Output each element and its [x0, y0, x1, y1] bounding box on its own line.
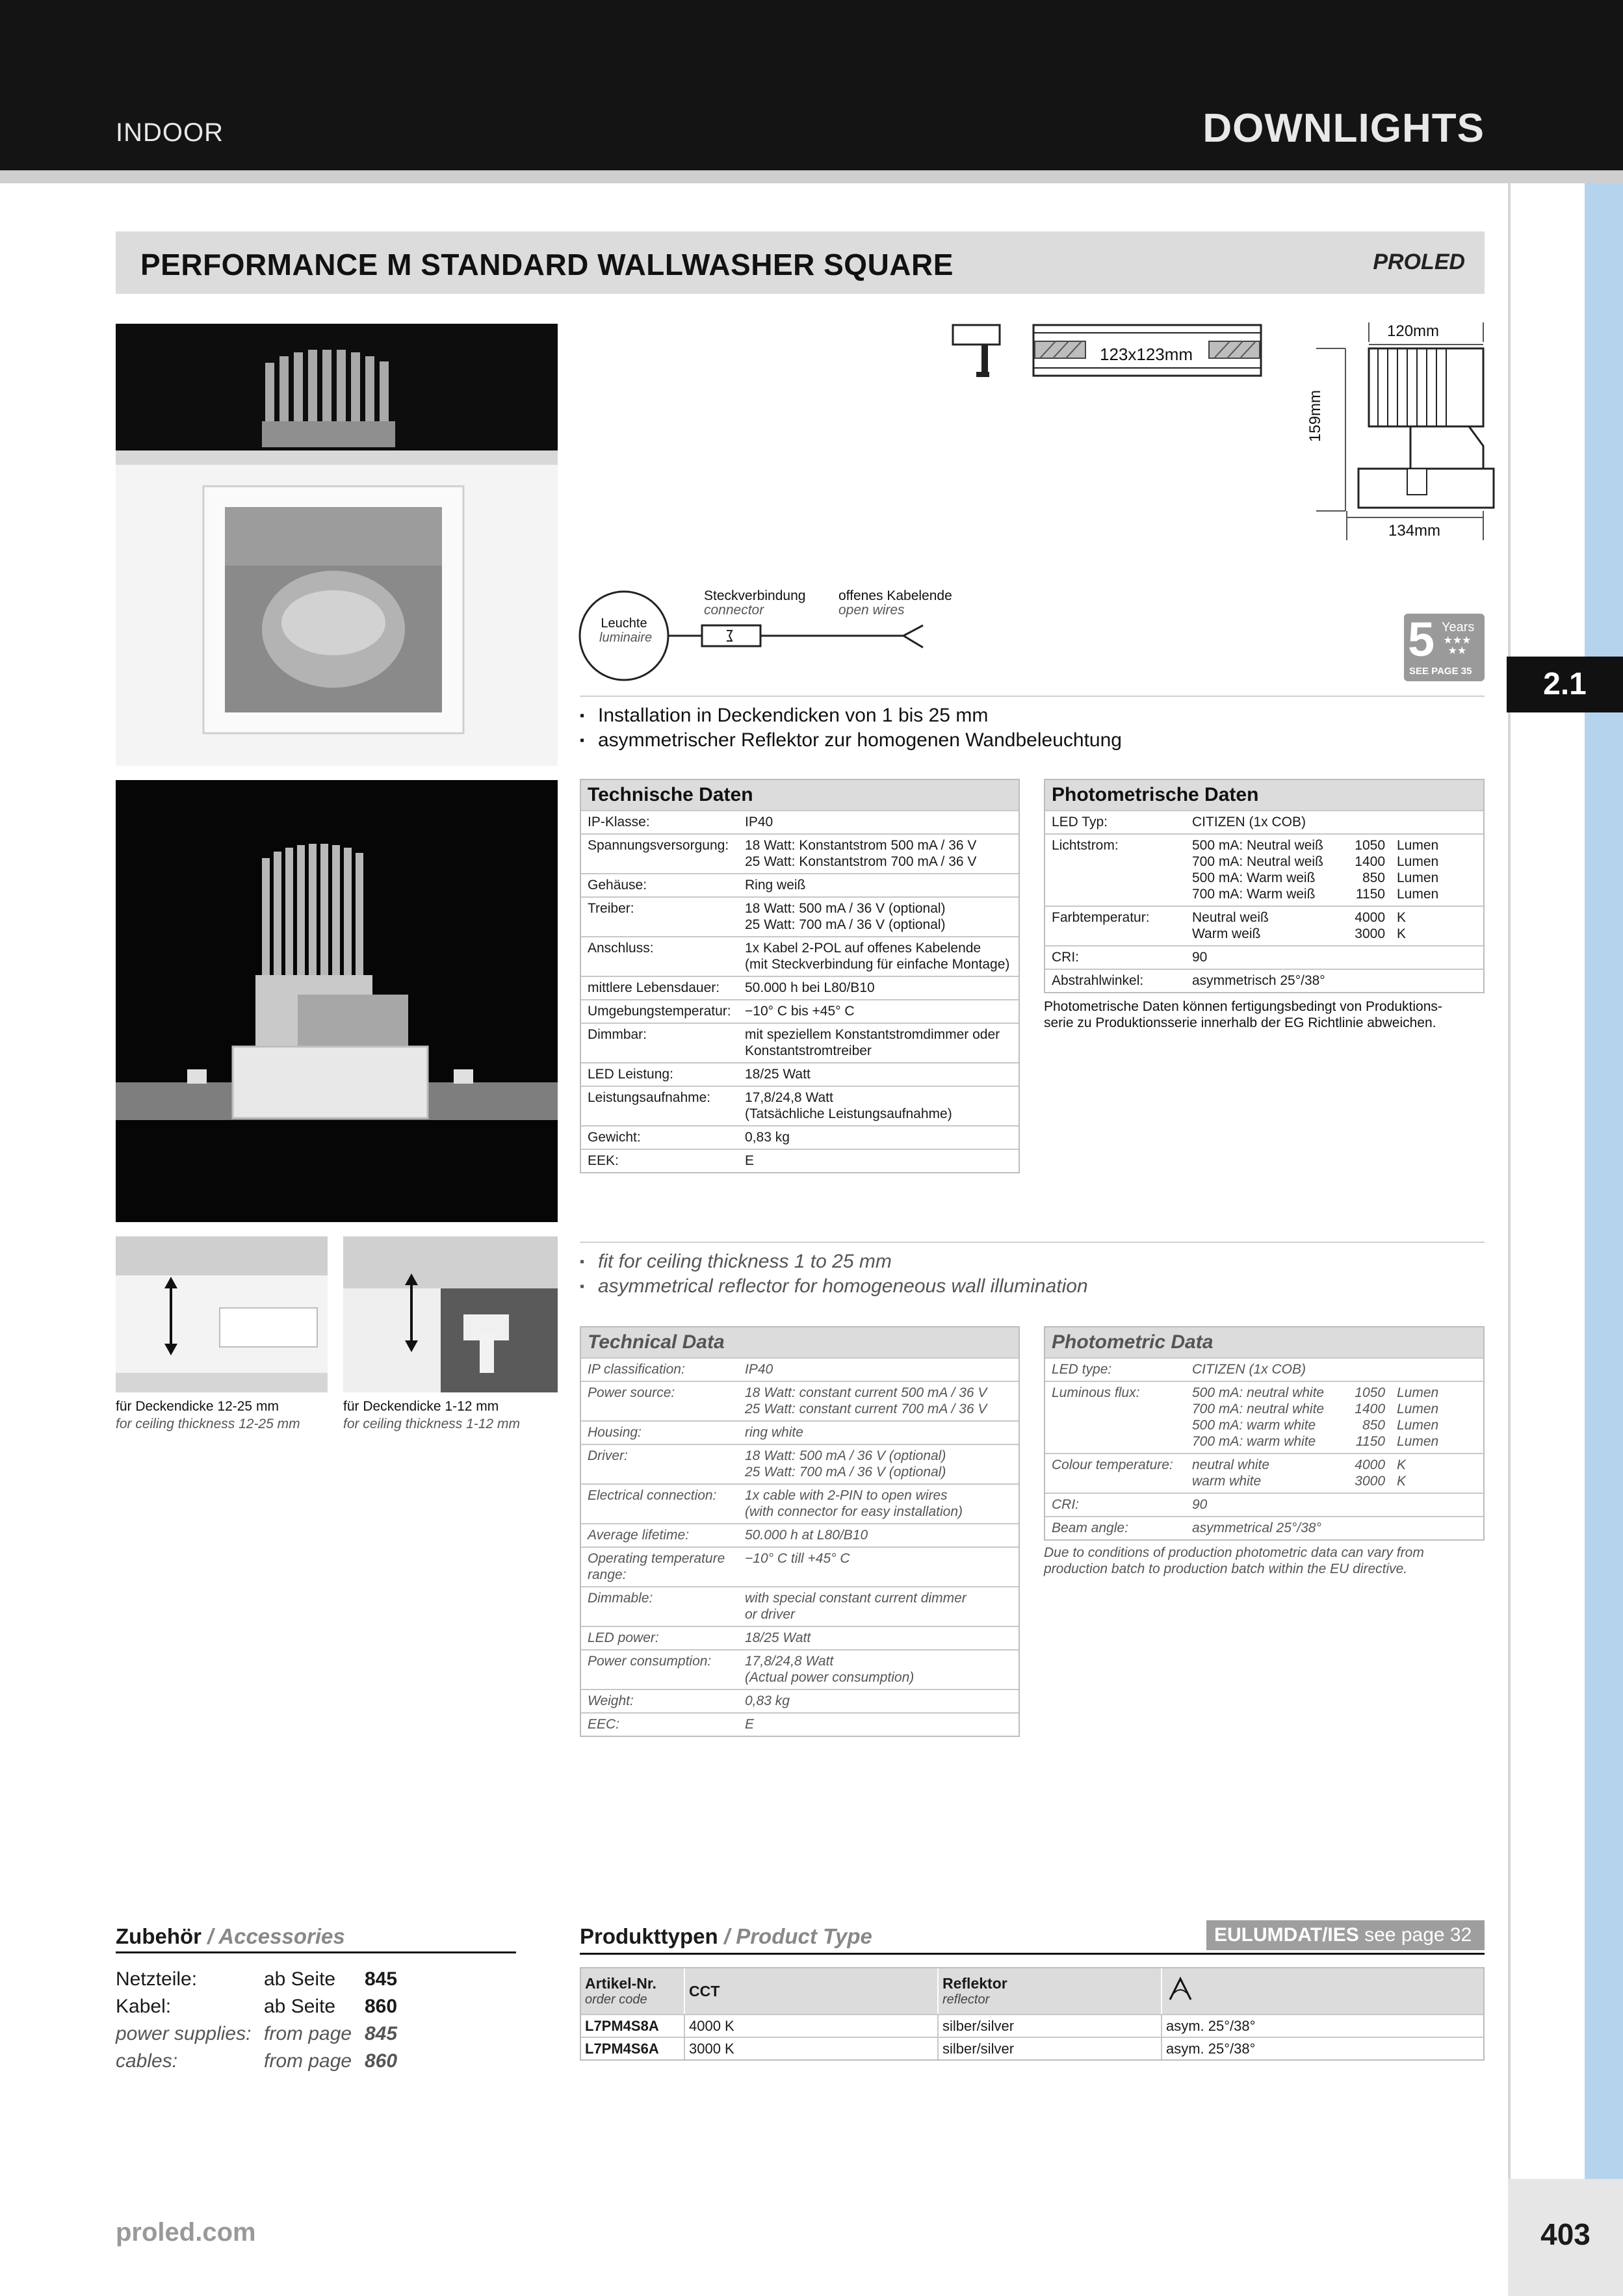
divider-de [580, 696, 1485, 697]
row-label: Dimmable: [588, 1591, 653, 1606]
line-label: warm white [1192, 1474, 1262, 1489]
table-row [1045, 1357, 1483, 1381]
col-reflector-de: Reflektor [942, 1975, 1007, 1992]
row-value: E [745, 1717, 755, 1732]
row-label: LED power: [588, 1630, 659, 1645]
row-value: with special constant current dimmer or driver [745, 1591, 967, 1622]
product-title-bar [116, 231, 1485, 294]
table-row [1045, 945, 1483, 969]
accessories-list [116, 1966, 397, 2075]
eulumdat-page: see page 32 [1364, 1924, 1472, 1946]
row-value: 18 Watt: 500 mA / 36 V (optional) 25 Watt: 700 mA / 36 V (optional) [745, 901, 946, 932]
row-value: 0,83 kg [745, 1130, 790, 1145]
line-number: 1150 [1355, 887, 1385, 902]
product-title: PERFORMANCE M STANDARD WALLWASHER SQUARE [140, 248, 954, 281]
row-label: Power consumption: [588, 1654, 712, 1669]
table-row [1045, 1493, 1483, 1516]
line-number: 3000 [1355, 926, 1385, 941]
row-value: CITIZEN (1x COB) [1192, 815, 1306, 829]
product-photo-front [116, 324, 558, 766]
cct-value: 4000 K [685, 2015, 939, 2037]
width-top-label: 120mm [1387, 322, 1440, 340]
line-number: 1050 [1355, 838, 1385, 853]
line-unit: K [1397, 1457, 1407, 1472]
line-unit: K [1397, 1474, 1407, 1489]
product-types-heading-en: / Product Type [723, 1924, 872, 1948]
accessories-heading-de: Zubehör [116, 1924, 201, 1948]
open-wires-label-de: offenes Kabelende [838, 588, 952, 603]
width-bottom-label: 134mm [1388, 522, 1441, 540]
value-line [1192, 1457, 1483, 1473]
line-number: 850 [1362, 1418, 1385, 1433]
row-label: CRI: [1052, 1497, 1079, 1512]
value-line [1192, 1401, 1483, 1417]
row-value: Ring weiß [745, 878, 806, 893]
line-label: 700 mA: warm white [1192, 1434, 1316, 1449]
accessory-row [116, 2048, 397, 2075]
row-label: EEK: [588, 1153, 619, 1168]
row-label: Gehäuse: [588, 878, 647, 893]
tech-table-de-title: Technische Daten [581, 780, 1019, 810]
row-value: 90 [1192, 1497, 1208, 1512]
product-types-table [580, 1967, 1485, 2061]
row-label: IP classification: [588, 1362, 685, 1377]
row-label: Luminous flux: [1052, 1385, 1140, 1400]
row-value: CITIZEN (1x COB) [1192, 1362, 1306, 1377]
row-label: Treiber: [588, 901, 634, 916]
line-label: 700 mA: Warm weiß [1192, 887, 1316, 902]
row-value [1192, 1385, 1483, 1450]
photometric-table-en [1044, 1326, 1485, 1541]
row-label: Umgebungstemperatur: [588, 1004, 731, 1019]
row-value: 1x cable with 2-PIN to open wires (with connector for easy installation) [745, 1488, 963, 1519]
line-label: 500 mA: Warm weiß [1192, 870, 1316, 885]
table-row [581, 1086, 1019, 1125]
warranty-see-page: SEE PAGE 35 [1409, 666, 1472, 677]
row-label: Beam angle: [1052, 1520, 1128, 1535]
footer-website-link[interactable]: proled.com [116, 2218, 256, 2247]
luminaire-label [599, 616, 653, 645]
row-value: 1x Kabel 2-POL auf offenes Kabelende (mit Steckverbindung für einfache Montage) [745, 941, 1010, 972]
col-order-code [581, 1968, 685, 2014]
row-value [1192, 1457, 1483, 1489]
table-row [1045, 1381, 1483, 1453]
table-row [581, 936, 1019, 976]
connector-label-en: connector [704, 603, 764, 618]
side-dimension-drawing [1313, 322, 1495, 543]
caption-thin-ceiling [343, 1398, 520, 1433]
row-value: 17,8/24,8 Watt (Tatsächliche Leistungsaufnahme) [745, 1090, 952, 1121]
value-line [1192, 870, 1483, 886]
row-value: IP40 [745, 815, 773, 829]
row-label: LED Leistung: [588, 1067, 673, 1082]
value-line [1192, 1433, 1483, 1450]
open-wires-label [838, 589, 952, 618]
row-label: Leistungsaufnahme: [588, 1090, 711, 1105]
accessory-page-link[interactable]: 845 [365, 1968, 398, 1990]
row-label: CRI: [1052, 950, 1079, 965]
row-value: asymmetrisch 25°/38° [1192, 973, 1325, 988]
line-number: 4000 [1355, 1457, 1385, 1472]
row-value: 0,83 kg [745, 1693, 790, 1708]
cutout-dimension-label: 123x123mm [1100, 345, 1193, 364]
row-value: 50.000 h at L80/B10 [745, 1528, 868, 1543]
divider-en [580, 1242, 1485, 1243]
table-row [581, 1586, 1019, 1626]
feature-de-2: ▪ asymmetrischer Reflektor zur homogenen Wandbeleuchtung [580, 728, 1122, 753]
table-row [1045, 810, 1483, 833]
order-code: L7PM4S8A [581, 2015, 685, 2037]
eulumdat-badge[interactable] [1206, 1920, 1485, 1950]
line-number: 3000 [1355, 1474, 1385, 1489]
row-value: 90 [1192, 950, 1208, 965]
row-label: Gewicht: [588, 1130, 641, 1145]
reflector-value: silber/silver [939, 2038, 1162, 2059]
line-number: 1400 [1355, 1402, 1385, 1416]
value-line [1192, 886, 1483, 902]
row-value: ring white [745, 1425, 803, 1440]
photometric-table-de-title: Photometrische Daten [1045, 780, 1483, 810]
order-code: L7PM4S6A [581, 2038, 685, 2059]
row-value: 18/25 Watt [745, 1067, 811, 1082]
accessory-page-prefix: ab Seite [264, 1968, 336, 1990]
accessory-page-link[interactable]: 860 [365, 2050, 398, 2072]
table-row [581, 1062, 1019, 1086]
row-label: Weight: [588, 1693, 634, 1708]
row-label: Power source: [588, 1385, 675, 1400]
table-row [581, 1444, 1019, 1483]
row-label: Average lifetime: [588, 1528, 690, 1543]
table-row [581, 1546, 1019, 1586]
table-row [581, 1125, 1019, 1149]
value-line [1192, 854, 1483, 870]
beam-value: asym. 25°/38° [1166, 2041, 1256, 2057]
row-label: Electrical connection: [588, 1488, 717, 1503]
warranty-badge [1404, 614, 1485, 681]
table-row [581, 2014, 1483, 2037]
feature-en-2: ▪ asymmetrical reflector for homogeneous wall illumination [580, 1274, 1088, 1299]
connector-label [704, 589, 805, 618]
value-line [1192, 837, 1483, 854]
table-row [581, 976, 1019, 999]
line-unit: Lumen [1397, 1385, 1439, 1400]
col-reflector-en: reflector [942, 1992, 990, 2007]
margin-rule [1508, 183, 1511, 2179]
chapter-color-strip [1585, 183, 1623, 2179]
line-label: 500 mA: warm white [1192, 1418, 1316, 1433]
caption-thick-de: für Deckendicke 12-25 mm [116, 1399, 279, 1414]
accessory-name: Netzteile: [116, 1968, 198, 1990]
accessory-page-prefix: ab Seite [264, 1996, 336, 2017]
col-reflector [939, 1968, 1162, 2014]
col-beam-angle [1162, 1968, 1483, 2014]
height-label: 159mm [1306, 389, 1324, 442]
photometric-note-en: Due to conditions of production photometric data can vary from production batch to production batch within the EU directive. [1044, 1545, 1424, 1576]
detail-photo-thick-ceiling [116, 1236, 328, 1392]
tech-table-de [580, 779, 1020, 1173]
value-line [1192, 926, 1483, 942]
product-types-heading [580, 1924, 872, 1949]
row-value: 18 Watt: 500 mA / 36 V (optional) 25 Watt: 700 mA / 36 V (optional) [745, 1448, 946, 1480]
value-line [1192, 1473, 1483, 1489]
brand-logo: PROLED [1373, 250, 1465, 274]
row-value: 50.000 h bei L80/B10 [745, 980, 875, 995]
cct-value: 3000 K [685, 2038, 939, 2059]
accessory-page-link[interactable]: 845 [365, 2023, 398, 2044]
tech-table-en [580, 1326, 1020, 1737]
value-line [1192, 909, 1483, 926]
feature-list-de [580, 703, 1122, 753]
warranty-number: 5 [1408, 612, 1435, 666]
row-value: 18/25 Watt [745, 1630, 811, 1645]
row-label: Anschluss: [588, 941, 654, 956]
row-label: EEC: [588, 1717, 620, 1732]
line-label: 700 mA: neutral white [1192, 1402, 1325, 1416]
caption-thick-ceiling [116, 1398, 300, 1433]
line-unit: Lumen [1397, 1418, 1439, 1433]
line-label: neutral white [1192, 1457, 1270, 1472]
line-unit: Lumen [1397, 1434, 1439, 1449]
table-row [1045, 906, 1483, 945]
accessory-page-link[interactable]: 860 [365, 1996, 398, 2017]
row-label: Housing: [588, 1425, 642, 1440]
line-unit: K [1397, 910, 1407, 925]
photometric-table-de [1044, 779, 1485, 993]
eulumdat-label: EULUMDAT/IES [1214, 1924, 1359, 1946]
table-row [581, 1626, 1019, 1649]
photometric-note-de: Photometrische Daten können fertigungsbedingt von Produktions- serie zu Produktionsserie innerhalb der EG Richtlinie abweichen. [1044, 999, 1442, 1030]
row-value: asymmetrical 25°/38° [1192, 1520, 1321, 1535]
line-number: 4000 [1355, 910, 1385, 925]
row-value: −10° C till +45° C [745, 1551, 850, 1566]
line-unit: Lumen [1397, 1402, 1439, 1416]
tech-table-en-title: Technical Data [581, 1327, 1019, 1357]
table-row [581, 1523, 1019, 1546]
line-label: 500 mA: neutral white [1192, 1385, 1325, 1400]
table-row [581, 2037, 1483, 2059]
value-line [1192, 1417, 1483, 1433]
row-label: Dimmbar: [588, 1027, 647, 1042]
row-value: 17,8/24,8 Watt (Actual power consumption) [745, 1654, 915, 1685]
connector-label-de: Steckverbindung [704, 588, 806, 603]
col-cct [685, 1968, 939, 2014]
accessory-page-prefix: from page [264, 2050, 352, 2072]
row-value: E [745, 1153, 755, 1168]
line-number: 1050 [1355, 1385, 1385, 1400]
row-label: Spannungsversorgung: [588, 838, 729, 853]
detail-photo-thin-ceiling [343, 1236, 558, 1392]
col-cct-label: CCT [689, 1983, 720, 2000]
line-number: 1400 [1355, 854, 1385, 869]
row-label: LED Typ: [1052, 815, 1108, 829]
row-label: LED type: [1052, 1362, 1112, 1377]
row-label: Colour temperature: [1052, 1457, 1173, 1472]
accessories-heading [116, 1924, 516, 1953]
line-label: 700 mA: Neutral weiß [1192, 854, 1323, 869]
page-number: 403 [1540, 2217, 1591, 2251]
luminaire-label-de: Leuchte [601, 616, 647, 631]
photometric-table-en-title: Photometric Data [1045, 1327, 1483, 1357]
accessory-row [116, 1993, 397, 2020]
row-value: −10° C bis +45° C [745, 1004, 855, 1019]
table-row [1045, 1516, 1483, 1539]
row-value: mit speziellem Konstantstromdimmer oder Konstantstromtreiber [745, 1027, 1000, 1058]
product-photo-side [116, 780, 558, 1222]
table-row [1045, 833, 1483, 906]
line-label: Warm weiß [1192, 926, 1261, 941]
accessory-name: Kabel: [116, 1996, 172, 2017]
table-row [581, 1420, 1019, 1444]
table-row [581, 1689, 1019, 1712]
feature-de-1: ▪ Installation in Deckendicken von 1 bis 25 mm [580, 703, 1122, 728]
accessory-row [116, 1966, 397, 1993]
row-value [1192, 837, 1483, 902]
col-order-code-en: order code [585, 1992, 647, 2007]
table-row [581, 1649, 1019, 1689]
row-label: Farbtemperatur: [1052, 910, 1150, 925]
row-label: Abstrahlwinkel: [1052, 973, 1144, 988]
row-label: Driver: [588, 1448, 628, 1463]
table-row [581, 1483, 1019, 1523]
line-unit: Lumen [1397, 870, 1439, 885]
accessory-page-prefix: from page [264, 2023, 352, 2044]
product-types-heading-de: Produkttypen [580, 1924, 718, 1948]
col-order-code-de: Artikel-Nr. [585, 1975, 656, 1992]
accessory-name: power supplies: [116, 2023, 252, 2044]
row-label: Lichtstrom: [1052, 838, 1119, 853]
table-row [581, 1023, 1019, 1062]
feature-en-1: ▪ fit for ceiling thickness 1 to 25 mm [580, 1249, 1088, 1274]
table-row [1045, 969, 1483, 992]
section-label: INDOOR [116, 118, 224, 147]
feature-list-en [580, 1249, 1088, 1299]
page-header-bar [0, 0, 1623, 170]
line-unit: K [1397, 926, 1407, 941]
beam-value: asym. 25°/38° [1166, 2018, 1256, 2034]
product-table-header [581, 1968, 1483, 2014]
table-row [581, 833, 1019, 873]
luminaire-label-en: luminaire [599, 631, 653, 645]
beam-angle-icon [1166, 1975, 1195, 2003]
line-unit: Lumen [1397, 854, 1439, 869]
accessory-row [116, 2020, 397, 2048]
warranty-stars-icon: ★★★ ★★ [1443, 635, 1472, 657]
open-wires-label-en: open wires [838, 603, 905, 618]
table-row [581, 1712, 1019, 1736]
table-row [581, 1381, 1019, 1420]
warranty-years: Years [1442, 620, 1475, 634]
line-label: 500 mA: Neutral weiß [1192, 838, 1323, 853]
row-label: IP-Klasse: [588, 815, 650, 829]
header-divider [0, 170, 1623, 183]
accessories-heading-en: / Accessories [207, 1924, 345, 1948]
row-label: mittlere Lebensdauer: [588, 980, 720, 995]
caption-thin-en: for ceiling thickness 1-12 mm [343, 1416, 520, 1431]
table-row [581, 1149, 1019, 1172]
value-line [1192, 1385, 1483, 1401]
line-number: 1150 [1355, 1434, 1385, 1449]
line-label: Neutral weiß [1192, 910, 1269, 925]
table-row [581, 873, 1019, 896]
table-row [581, 810, 1019, 833]
caption-thin-de: für Deckendicke 1-12 mm [343, 1399, 499, 1414]
row-value [1192, 909, 1483, 942]
row-value: IP40 [745, 1362, 773, 1377]
chapter-tab: 2.1 [1507, 657, 1623, 712]
row-value: 18 Watt: Konstantstrom 500 mA / 36 V 25 Watt: Konstantstrom 700 mA / 36 V [745, 838, 977, 869]
accessory-name: cables: [116, 2050, 178, 2072]
line-unit: Lumen [1397, 838, 1439, 853]
row-label: Operating temperature range: [588, 1551, 725, 1582]
table-row [581, 1357, 1019, 1381]
row-value: 18 Watt: constant current 500 mA / 36 V 25 Watt: constant current 700 mA / 36 V [745, 1385, 987, 1416]
category-label: DOWNLIGHTS [1202, 106, 1485, 151]
line-number: 850 [1362, 870, 1385, 885]
reflector-value: silber/silver [939, 2015, 1162, 2037]
line-unit: Lumen [1397, 887, 1439, 902]
table-row [581, 999, 1019, 1023]
table-row [1045, 1453, 1483, 1493]
caption-thick-en: for ceiling thickness 12-25 mm [116, 1416, 300, 1431]
product-types-rule [580, 1953, 1485, 1955]
table-row [581, 896, 1019, 936]
